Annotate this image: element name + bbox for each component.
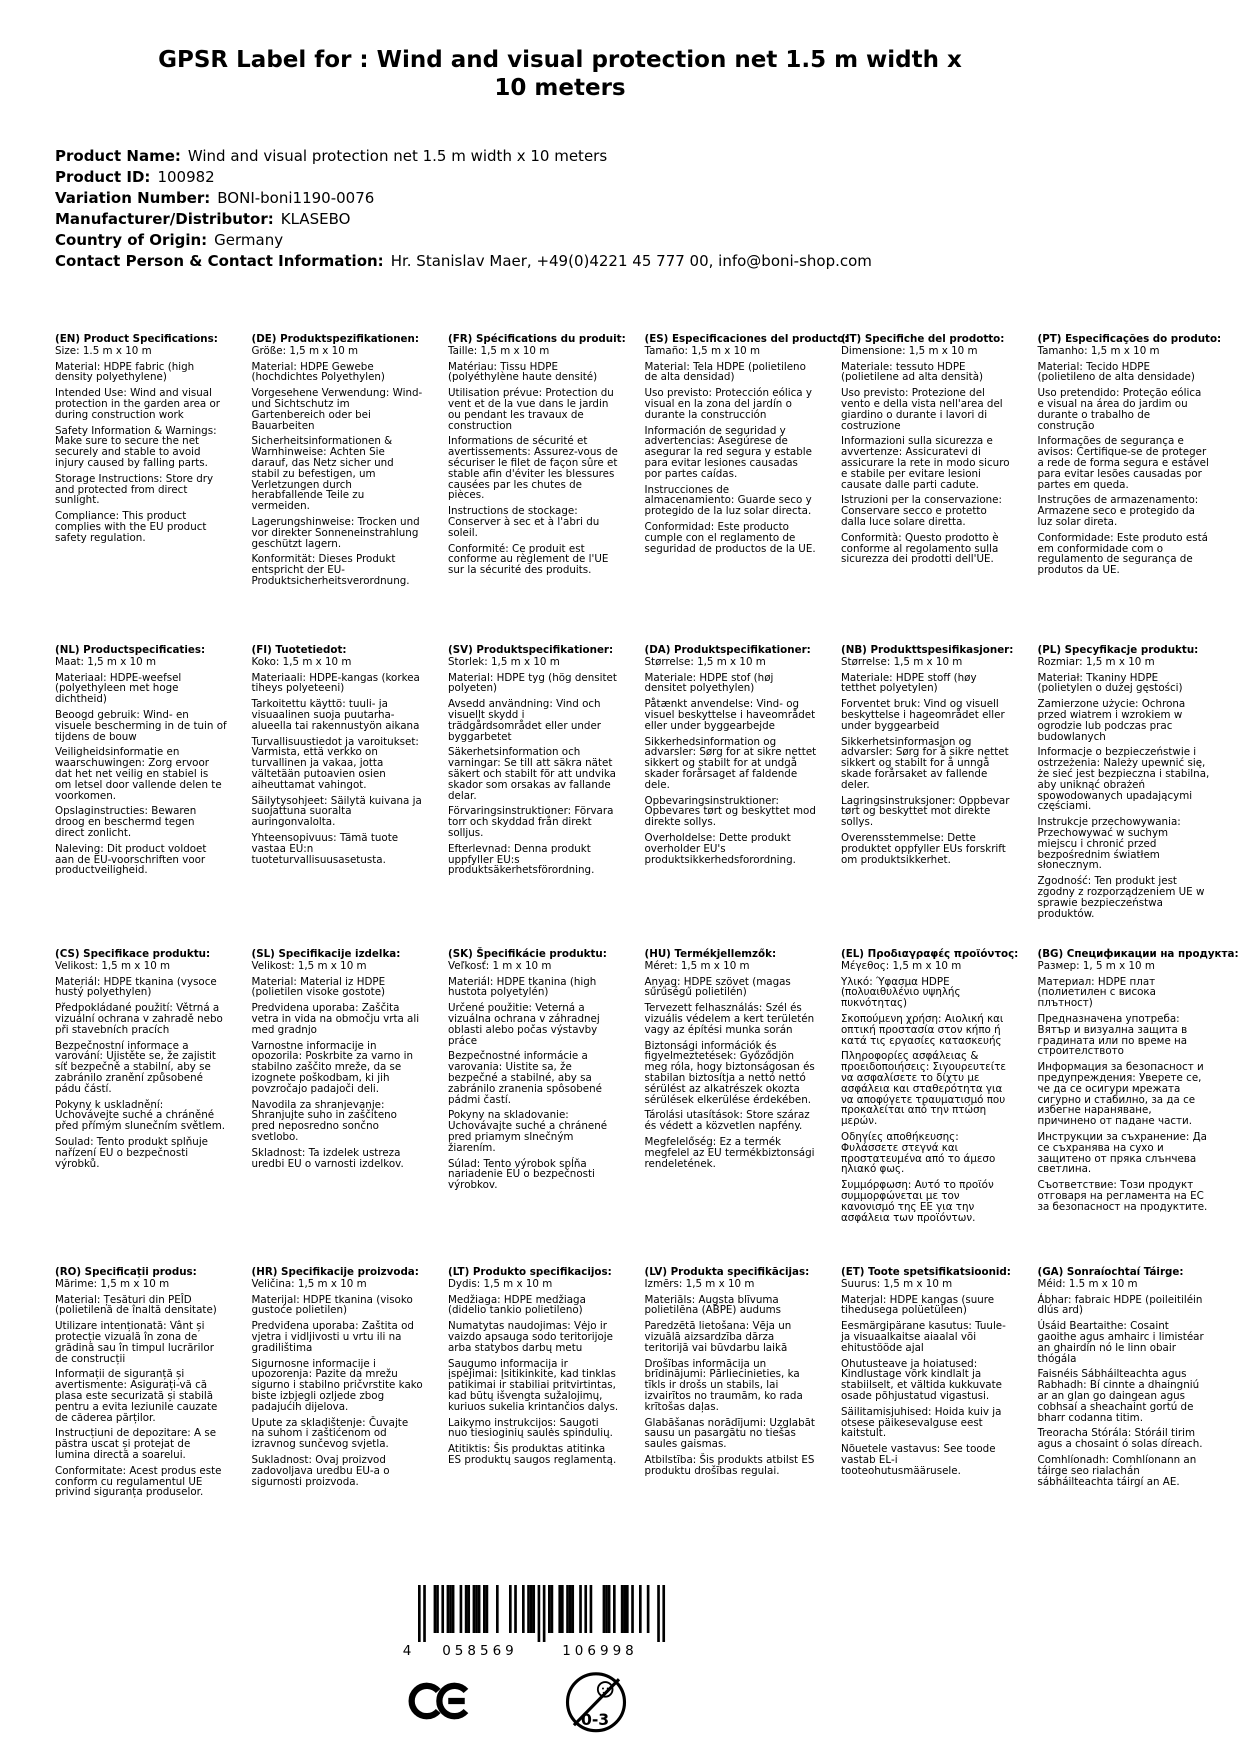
spec-block-body [645, 961, 817, 1170]
spec-block-title: (FR) Spécifications du produit: [448, 333, 626, 345]
spec-paragraph: Matériau: Tissu HDPE (polyéthylène haute densité) [448, 360, 598, 384]
spec-paragraph: Safety Information & Warnings: Make sure to secure the net securely and stable to avoid injury caused by falling parts. [55, 424, 217, 469]
spec-paragraph: Säilitamisjuhised: Hoida kuiv ja otsese päikesevalguse eest kaitstult. [841, 1405, 1002, 1440]
manufacturer-label: Manufacturer/Distributor: [55, 210, 274, 228]
spec-block-body [841, 961, 1013, 1224]
spec-block-title: (EL) Προδιαγραφές προϊόντος: [841, 948, 1019, 960]
spec-block-title: (HR) Specifikacije proizvoda: [251, 1266, 419, 1278]
spec-paragraph: Størrelse: 1,5 m x 10 m [841, 655, 963, 668]
spec-paragraph: Avsedd användning: Vind och visuellt skydd i trädgårdsområdet eller under byggarbetet [448, 698, 602, 743]
spec-paragraph: Påtænkt anvendelse: Vind- og visuel beskyttelse i haveområdet eller under byggearbejde [644, 698, 816, 732]
spec-paragraph: Varnostne informacije in opozorila: Poskrbite za varno in stabilno zaščito mreže, da se izognete poškodbam, ki jih povzročajo padajoči deli. [251, 1039, 414, 1095]
spec-paragraph: Materiale: HDPE stoff (høy tetthet polyetylen) [841, 671, 977, 695]
spec-paragraph: Πληροφορίες ασφάλειας & προειδοποιήσεις: Σιγουρευτείτε να ασφαλίσετε το δίχτυ με ασφάλεια και σταθερότητα για να αποφύγετε τραυματισμό που προκαλείται από την πτώση μερών. [841, 1050, 1006, 1128]
spec-block-et [841, 1267, 1013, 1477]
spec-paragraph: Nõuetele vastavus: See toode vastab EL-i tooteohutusmäärusele. [841, 1443, 996, 1477]
spec-paragraph: Predviđena uporaba: Zaštita od vjetra i vidljivosti u vrtu ili na gradilištima [251, 1320, 414, 1354]
spec-paragraph: Material: Tecido HDPE (polietileno de alta densidade) [1037, 360, 1195, 384]
spec-paragraph: Utilizare intenționată: Vânt și protecție vizuală în zona de grădină sau în timpul lucrărilor de construcții [55, 1320, 214, 1365]
spec-paragraph: Yhteensopivuus: Tämä tuote vastaa EU:n tuoteturvallisuusasetusta. [251, 831, 399, 866]
spec-paragraph: Información de seguridad y advertencias: Asegúrese de asegurar la red segura y estable para evitar lesiones causadas por partes caídas. [644, 424, 812, 480]
spec-block-title: (BG) Спецификации на продукта: [1037, 948, 1239, 960]
spec-paragraph: Biztonsági információk és figyelmeztetések: Győződjön meg róla, hogy biztonságosan és stabilan biztosítja a nettó nettó sérülést az alkatrészek okozta sérülések elkerülése érdekében. [644, 1039, 815, 1106]
spec-paragraph: Overholdelse: Dette produkt overholder EU's produktsikkerhedsforordning. [644, 831, 796, 866]
product-name-value: Wind and visual protection net 1.5 m width x 10 meters [187, 147, 608, 165]
barcode-number-right: 106998 [562, 1643, 638, 1659]
contact-label: Contact Person & Contact Information: [55, 252, 384, 270]
spec-block-ga [1038, 1267, 1210, 1487]
product-info [55, 146, 872, 272]
spec-paragraph: Sikkerhetsinformasjon og advarsler: Sørg for å sikre nettet sikkert og stabilt for å unngå skade forårsaket av fallende deler. [841, 735, 1009, 791]
spec-block-title: (NB) Produkttspesifikasjoner: [841, 644, 1014, 656]
spec-block-body [252, 657, 424, 866]
spec-paragraph: Размер: 1, 5 m x 10 m [1037, 959, 1155, 972]
product-info-row [55, 188, 872, 209]
spec-block-title: (SK) Špecifikácie produktu: [448, 948, 607, 960]
spec-paragraph: Υλικό: Ύφασμα HDPE (πολυαιθυλένιο υψηλής πυκνότητας) [841, 975, 961, 1010]
spec-paragraph: Overensstemmelse: Dette produktet oppfyller EUs forskrift om produktsikkerhet. [841, 831, 1006, 866]
variation-number-label: Variation Number: [55, 189, 211, 207]
country-of-origin-value: Germany [214, 231, 284, 249]
spec-paragraph: Veličina: 1,5 m x 10 m [251, 1277, 367, 1290]
spec-block-pt [1037, 333, 1222, 577]
spec-block-body [1038, 657, 1210, 920]
spec-block-body [252, 346, 424, 587]
product-info-row [55, 167, 872, 188]
spec-block-title: (PL) Specyfikacje produktu: [1037, 644, 1199, 656]
spec-paragraph: Materiale: HDPE stof (høj densitet polyethylen) [644, 671, 774, 695]
spec-block-body [645, 1279, 817, 1477]
spec-block-en [55, 334, 227, 544]
spec-paragraph: Taille: 1,5 m x 10 m [448, 344, 550, 357]
spec-paragraph: Förvaringsinstruktioner: Förvara torr och skyddad från direkt solljus. [448, 805, 614, 839]
spec-paragraph: Dydis: 1,5 m x 10 m [448, 1277, 553, 1290]
spec-paragraph: Skladnost: Ta izdelek ustreza uredbi EU o varnosti izdelkov. [251, 1146, 404, 1170]
spec-paragraph: Velikost: 1,5 m x 10 m [251, 959, 367, 972]
spec-paragraph: Lagringsinstruksjoner: Oppbevar tørt og beskyttet mot direkte sollys. [841, 794, 1010, 829]
spec-paragraph: Instrucțiuni de depozitare: A se păstra uscat și protejat de lumina directă a soarelui. [55, 1427, 217, 1461]
age-warning-label: 0-3 [580, 1711, 610, 1730]
spec-paragraph: Compliance: This product complies with the EU product safety regulation. [55, 510, 207, 544]
product-name-label: Product Name: [55, 147, 181, 165]
spec-paragraph: Treoracha Stórála: Stóráil tirim agus a chosaint ó solas díreach. [1037, 1427, 1203, 1451]
spec-block-sk [448, 949, 620, 1191]
spec-paragraph: Conformitate: Acest produs este conform cu regulamentul UE privind siguranța produselor. [55, 1464, 222, 1499]
spec-block-title: (FI) Tuotetiedot: [251, 644, 347, 656]
spec-paragraph: Material: Țesături din PEÎD (polietilenă de înaltă densitate) [55, 1293, 217, 1317]
spec-paragraph: Bezpečnostní informace a varování: Ujistěte se, že zajistit síť bezpečně a stabilní, aby se zabránilo zranění způsobené pádu částí. [55, 1039, 216, 1095]
age-warning-svg [562, 1666, 630, 1744]
spec-paragraph: Dimensione: 1,5 m x 10 m [841, 344, 978, 357]
spec-paragraph: Utilisation prévue: Protection du vent et de la vue dans le jardin ou pendant les travaux de construction [448, 387, 614, 432]
spec-paragraph: Informații de siguranță și avertismente: Asigurați-vă că plasa este securizată și stabilă pentru a evita leziunile cauzate de căderea părților. [55, 1368, 218, 1424]
spec-paragraph: Mărime: 1,5 m x 10 m [55, 1277, 170, 1290]
spec-paragraph: Pokyny na skladovanie: Uchovávajte suché a chránené pred priamym slnečným žiarením. [448, 1109, 608, 1154]
spec-paragraph: Opbevaringsinstruktioner: Opbevares tørt og beskyttet mod direkte sollys. [644, 794, 816, 829]
spec-paragraph: Efterlevnad: Denna produkt uppfyller EU:s produktsäkerhetsförordning. [448, 842, 595, 877]
spec-paragraph: Medžiaga: HDPE medžiaga (didelio tankio polietileno) [448, 1293, 586, 1317]
spec-paragraph: Sukladnost: Ovaj proizvod zadovoljava uredbu EU-a o sigurnosti proizvoda. [251, 1453, 390, 1488]
spec-block-title: (ET) Toote spetsifikatsioonid: [841, 1266, 1011, 1278]
product-info-row [55, 230, 872, 251]
spec-paragraph: Ábhar: fabraic HDPE (poileitiléin dlús ard) [1037, 1293, 1203, 1317]
product-info-row [55, 251, 872, 272]
barcode-number-left: 058569 [442, 1643, 518, 1659]
spec-paragraph: Atitiktis: Šis produktas atitinka ES produktų saugos reglamentą. [448, 1443, 617, 1466]
spec-paragraph: Suurus: 1,5 m x 10 m [841, 1277, 953, 1290]
contact-value: Hr. Stanislav Maer, +49(0)4221 45 777 00, info@boni-shop.com [390, 252, 872, 270]
spec-paragraph: Veiligheidsinformatie en waarschuwingen: Zorg ervoor dat het net veilig en stabiel is om letsel door vallende delen te voorkomen. [55, 746, 222, 802]
spec-paragraph: Материал: HDPE плат (полиетилен с висока плътност) [1037, 975, 1156, 1010]
spec-paragraph: Säilytysohjeet: Säilytä kuivana ja suojattuna suoralta auringonvalolta. [251, 794, 422, 829]
spec-paragraph: Storlek: 1,5 m x 10 m [448, 655, 560, 668]
spec-block-sv [448, 645, 620, 876]
spec-paragraph: Materijal: HDPE tkanina (visoko gustoće polietilen) [251, 1293, 413, 1317]
spec-paragraph: Предназначена употреба: Вятър и визуална защита в градината или по време на строителството [1037, 1012, 1188, 1058]
spec-block-body [252, 1279, 424, 1488]
spec-paragraph: Material: Material iz HDPE (polietilen visoke gostote) [251, 975, 386, 999]
spec-block-body [448, 346, 620, 576]
spec-paragraph: Comhlíonadh: Comhlíonann an táirge seo rialachán sábháilteachta táirgí an AE. [1037, 1453, 1197, 1488]
spec-paragraph: Bezpečnostné informácie a varovania: Uistite sa, že bezpečné a stabilné, aby sa zabránilo zranenia spôsobené pádmi častí. [448, 1050, 602, 1106]
spec-paragraph: Předpokládané použití: Větrná a vizuální ochrana v zahradě nebo při stavebních pracích [55, 1002, 223, 1036]
spec-block-body [448, 961, 620, 1191]
spec-block-el [841, 948, 1019, 1224]
spec-paragraph: Vorgesehene Verwendung: Wind- und Sichtschutz im Gartenbereich oder bei Bauarbeiten [251, 387, 423, 432]
spec-paragraph: Eesmärgipärane kasutus: Tuule- ja visuaalkaitse aiaalal või ehitustööde ajal [841, 1320, 1006, 1354]
spec-paragraph: Zamierzone użycie: Ochrona przed wiatrem i wzrokiem w ogrodzie lub podczas prac budowlanych [1037, 698, 1186, 743]
spec-block-title: (SV) Produktspecifikationer: [448, 644, 614, 656]
ce-mark-svg [406, 1674, 472, 1728]
spec-paragraph: Faisnéis Sábháilteachta agus Rabhadh: Bí cinnte a dhaingniú ar an glan go daingean agus cobhsaí a sheachaint gortú de bharr codanna titim. [1037, 1368, 1200, 1424]
spec-paragraph: Informações de segurança e avisos: Certifique-se de proteger a rede de forma segura e estável para evitar lesões causadas por partes em queda. [1037, 435, 1209, 491]
spec-paragraph: Conformité: Ce produit est conforme au règlement de l'UE sur la sécurité des produits. [448, 542, 609, 577]
spec-paragraph: Tarkoitettu käyttö: tuuli- ja visuaalinen suoja puutarha-alueella tai rakennustyön aikana [251, 698, 420, 732]
spec-paragraph: Μέγεθος: 1,5 m x 10 m [841, 959, 962, 972]
spec-block-es [644, 333, 849, 555]
spec-paragraph: Materiał: Tkaniny HDPE (polietylen o dużej gęstości) [1037, 671, 1183, 695]
spec-block-title: (LV) Produkta specifikācijas: [644, 1266, 810, 1278]
spec-block-title: (HU) Termékjellemzők: [644, 948, 777, 960]
spec-block-body [1038, 1279, 1210, 1488]
spec-paragraph: Paredzētā lietošana: Vēja un vizuālā aizsardzība dārza teritorijā vai būvdarbu laikā [644, 1320, 792, 1354]
spec-paragraph: Rozmiar: 1,5 m x 10 m [1037, 655, 1155, 668]
spec-paragraph: Material: HDPE Gewebe (hochdichtes Polyethylen) [251, 360, 385, 384]
spec-paragraph: Instrucciones de almacenamiento: Guarde seco y protegido de la luz solar directa. [644, 483, 812, 518]
spec-block-hu [645, 949, 817, 1169]
spec-block-da [645, 645, 817, 865]
spec-paragraph: Izmērs: 1,5 m x 10 m [644, 1277, 755, 1290]
spec-paragraph: Sigurnosne informacije i upozorenja: Pazite da mrežu sigurno i stabilno pričvrstite kako biste izbjegli ozljede zbog padajućih dijelova. [251, 1357, 423, 1413]
spec-block-nl [55, 645, 227, 876]
ce-mark-icon [406, 1674, 472, 1728]
spec-paragraph: Veľkosť: 1 m x 10 m [448, 959, 552, 972]
spec-block-fr [448, 333, 626, 577]
spec-paragraph: Soulad: Tento produkt splňuje nařízení EU o bezpečnosti výrobků. [55, 1135, 209, 1170]
spec-paragraph: Pokyny k uskladnění: Uchovávejte suché a chráněné před přímým slunečním světlem. [55, 1098, 226, 1133]
spec-paragraph: Materiāls: Augsta blīvuma polietilēna (ABPE) audums [644, 1293, 782, 1317]
barcode-bars [418, 1585, 665, 1642]
spec-paragraph: Navodila za shranjevanje: Shranjujte suho in zaščiteno pred neposredno sončno svetlobo. [251, 1098, 397, 1143]
manufacturer-value: KLASEBO [280, 210, 351, 228]
spec-block-body [55, 346, 227, 544]
spec-block-title: (ES) Especificaciones del producto: [644, 333, 849, 345]
spec-paragraph: Instructions de stockage: Conserver à sec et à l'abri du soleil. [448, 505, 600, 539]
spec-block-lv [645, 1267, 817, 1477]
spec-paragraph: Informations de sécurité et avertissements: Assurez-vous de sécuriser le filet de façon sûre et stable afin d'éviter les blessures causées par les chutes de pièces. [448, 435, 618, 502]
spec-block-nb [841, 645, 1013, 865]
spec-paragraph: Konformität: Dieses Produkt entspricht der EU-Produktsicherheitsverordnung. [251, 553, 410, 587]
spec-block-body [448, 1279, 620, 1466]
spec-paragraph: Beoogd gebruik: Wind- en visuele bescherming in de tuin of tijdens de bouw [55, 708, 227, 743]
product-info-row [55, 146, 872, 167]
spec-block-title: (LT) Produkto specifikacijos: [448, 1266, 612, 1278]
spec-paragraph: Größe: 1,5 m x 10 m [251, 344, 359, 357]
spec-paragraph: Conformità: Questo prodotto è conforme al regolamento sulla sicurezza dei prodotti dell'UE. [841, 531, 999, 566]
spec-paragraph: Upute za skladištenje: Čuvajte na suhom i zaštićenom od izravnog sunčevog svjetla. [251, 1416, 409, 1451]
spec-paragraph: Σκοπούμενη χρήση: Αιολική και οπτική προστασία στον κήπο ή κατά τις εργασίες κατασκευής [841, 1012, 1004, 1047]
spec-block-body [1038, 961, 1210, 1213]
spec-paragraph: Atbilstība: Šis produkts atbilst ES produktu drošības regulai. [644, 1453, 815, 1477]
spec-paragraph: Ohutusteave ja hoiatused: Kindlustage võrk kindlalt ja stabiilselt, et vältida kukkuvate osade põhjustatud vigastusi. [841, 1357, 1002, 1402]
spec-paragraph: Съответствие: Този продукт отговаря на регламента на ЕС за безопасност на продуктите. [1037, 1179, 1208, 1213]
spec-paragraph: Laikymo instrukcijos: Saugoti nuo tiesioginių saulės spindulių. [448, 1416, 613, 1440]
spec-paragraph: Uso previsto: Protección eólica y visual en la zona del jardín o durante la construcción [644, 387, 812, 421]
variation-number-value: BONI-boni1190-0076 [217, 189, 375, 207]
spec-paragraph: Velikost: 1,5 m x 10 m [55, 959, 171, 972]
spec-block-title: (NL) Productspecificaties: [55, 644, 206, 656]
spec-paragraph: Informacje o bezpieczeństwie i ostrzeżenia: Należy upewnić się, że sieć jest bezpieczna i stabilna, aby uniknąć obrażeń spowodowanych upadającymi częściami. [1037, 746, 1210, 813]
product-id-label: Product ID: [55, 168, 151, 186]
spec-paragraph: Conformidad: Este producto cumple con el reglamento de seguridad de productos de la UE. [644, 520, 816, 555]
spec-paragraph: Turvallisuustiedot ja varoitukset: Varmista, että verkko on turvallinen ja vakaa, jotta vältetään putoavien osien aiheuttamat vahingot. [251, 735, 419, 791]
spec-paragraph: Maat: 1,5 m x 10 m [55, 655, 157, 668]
spec-block-ro [55, 1267, 227, 1498]
spec-paragraph: Sicherheitsinformationen & Warnhinweise: Achten Sie darauf, das Netz sicher und stabil zu befestigen, um Verletzungen durch herabfallende Teile zu vermeiden. [251, 435, 394, 513]
spec-paragraph: Forventet bruk: Vind og visuell beskyttelse i hageområdet eller under byggearbeid [841, 698, 1005, 732]
spec-paragraph: Størrelse: 1,5 m x 10 m [644, 655, 766, 668]
spec-block-bg [1037, 948, 1239, 1213]
ean-barcode-svg [400, 1585, 668, 1659]
spec-paragraph: Naleving: Dit product voldoet aan de EU-voorschriften voor productveiligheid. [55, 842, 207, 877]
spec-block-cs [55, 949, 227, 1169]
spec-paragraph: Určené použitie: Veterná a vizuálna ochrana v záhradnej oblasti alebo počas výstavby práce [448, 1002, 600, 1047]
spec-paragraph: Saugumo informacija ir įspėjimai: Įsitikinkite, kad tinklas patikimai ir stabiliai pritvirtintas, kad būtų išvengta sužalojimų, kuriuos sukelia krintančios dalys. [448, 1357, 619, 1413]
spec-block-body [55, 961, 227, 1170]
spec-block-sl [252, 949, 424, 1169]
spec-paragraph: Instrukcje przechowywania: Przechowywać w suchym miejscu i chronić przed bezpośrednim światłem słonecznym. [1037, 816, 1181, 872]
spec-block-body [841, 1279, 1013, 1477]
spec-paragraph: Méid: 1.5 m x 10 m [1037, 1277, 1138, 1290]
spec-paragraph: Lagerungshinweise: Trocken und vor direkter Sonneneinstrahlung geschützt lagern. [251, 515, 420, 550]
spec-paragraph: Tárolási utasítások: Store száraz és védett a közvetlen napfény. [644, 1109, 810, 1133]
spec-paragraph: Tervezett felhasználás: Szél és vizuális védelem a kert területén vagy az építési munka során [644, 1002, 815, 1036]
spec-paragraph: Material: HDPE tyg (hög densitet polyeten) [448, 671, 617, 695]
spec-paragraph: Uso pretendido: Proteção eólica e visual na área do jardim ou durante o trabalho de construção [1037, 387, 1202, 432]
spec-block-title: (IT) Specifiche del prodotto: [841, 333, 1005, 345]
spec-block-title: (RO) Specificații produs: [55, 1266, 197, 1278]
spec-paragraph: Οδηγίες αποθήκευσης: Φυλάσσετε στεγνά και προστατευμένα από το άμεσο ηλιακό φως. [841, 1130, 996, 1176]
barcode-number-system: 4 [402, 1643, 412, 1659]
spec-paragraph: Intended Use: Wind and visual protection in the garden area or during construction work [55, 387, 221, 421]
spec-paragraph: Material: Tela HDPE (polietileno de alta densidad) [644, 360, 806, 384]
spec-block-title: (DE) Produktspezifikationen: [251, 333, 419, 345]
spec-paragraph: Materiál: HDPE tkanina (vysoce hustý polyethylen) [55, 975, 217, 999]
spec-paragraph: Tamaño: 1,5 m x 10 m [644, 344, 761, 357]
spec-block-it [841, 334, 1013, 565]
spec-block-body [55, 657, 227, 876]
spec-paragraph: Tamanho: 1,5 m x 10 m [1037, 344, 1160, 357]
age-warning-icon [562, 1666, 630, 1744]
spec-block-de [252, 334, 424, 587]
specs-grid [55, 333, 1239, 1499]
spec-paragraph: Materiaali: HDPE-kangas (korkea tiheys polyeteeni) [251, 671, 420, 695]
spec-block-title: (GA) Sonraíochtaí Táirge: [1037, 1266, 1184, 1278]
spec-paragraph: Numatytas naudojimas: Vėjo ir vaizdo apsauga sodo teritorijoje arba statybos darbų metu [448, 1320, 613, 1354]
spec-paragraph: Materiál: HDPE tkanina (high hustota polyetylén) [448, 975, 597, 999]
spec-block-body [645, 657, 817, 866]
spec-paragraph: Uso previsto: Protezione del vento e della vista nell'area del giardino o durante i lavori di costruzione [841, 387, 1003, 432]
spec-paragraph: Opslaginstructies: Bewaren droog en beschermd tegen direct zonlicht. [55, 805, 197, 839]
spec-block-title: (DA) Produktspecifikationer: [644, 644, 811, 656]
spec-block-lt [448, 1267, 620, 1466]
spec-paragraph: Instruções de armazenamento: Armazene seco e protegido da luz solar direta. [1037, 494, 1199, 528]
spec-paragraph: Materiaal: HDPE-weefsel (polyethyleen met hoge dichtheid) [55, 671, 182, 706]
spec-paragraph: Conformidade: Este produto está em conformidade com o regulamento de segurança de produtos da UE. [1037, 531, 1208, 577]
spec-paragraph: Zgodność: Ten produkt jest zgodny z rozporządzeniem UE w sprawie bezpieczeństwa produktów. [1037, 875, 1205, 920]
spec-paragraph: Material: HDPE fabric (high density polyethylene) [55, 360, 195, 384]
spec-block-body [645, 346, 817, 555]
spec-paragraph: Storage Instructions: Store dry and protected from direct sunlight. [55, 472, 214, 507]
spec-paragraph: Megfelelőség: Ez a termék megfelel az EU termékbiztonsági rendeletének. [644, 1135, 815, 1170]
spec-block-pl [1038, 645, 1210, 919]
page-title: GPSR Label for : Wind and visual protection net 1.5 m width x 10 meters [158, 47, 962, 101]
spec-block-title: (SL) Specifikacije izdelka: [251, 948, 401, 960]
country-of-origin-label: Country of Origin: [55, 231, 208, 249]
spec-paragraph: Size: 1.5 m x 10 m [55, 344, 152, 357]
spec-block-body [55, 1279, 227, 1498]
spec-paragraph: Glabāšanas norādījumi: Uzglabāt sausu un pasargātu no tiešas saules gaismas. [644, 1416, 815, 1451]
product-id-value: 100982 [157, 168, 215, 186]
spec-paragraph: Materjal: HDPE kangas (suure tihedusega polüetüleen) [841, 1293, 995, 1317]
spec-paragraph: Sikkerhedsinformation og advarsler: Sørg for at sikre nettet sikkert og stabilt for at undgå skader forårsaget af faldende dele. [644, 735, 817, 791]
spec-paragraph: Méret: 1,5 m x 10 m [644, 959, 750, 972]
spec-paragraph: Istruzioni per la conservazione: Conservare secco e protetto dalla luce solare diretta. [841, 494, 1002, 528]
spec-block-body [252, 961, 424, 1170]
spec-block-body [1038, 346, 1210, 576]
spec-paragraph: Инструкции за съхранение: Да се съхранява на сухо и защитено от пряка слънчева светлина. [1037, 1130, 1207, 1176]
spec-block-body [448, 657, 620, 876]
spec-paragraph: Súlad: Tento výrobok spĺňa nariadenie EÚ o bezpečnosti výrobkov. [448, 1157, 595, 1192]
product-info-row [55, 209, 872, 230]
spec-block-body [841, 346, 1013, 565]
spec-block-fi [252, 645, 424, 865]
spec-paragraph: Informazioni sulla sicurezza e avvertenze: Assicuratevi di assicurare la rete in modo sicuro e stabile per evitare lesioni causate dalle parti cadute. [841, 435, 1010, 491]
spec-paragraph: Koko: 1,5 m x 10 m [251, 655, 352, 668]
spec-paragraph: Информация за безопасност и предупреждения: Уверете се, че да се осигури мрежата сигурно и стабилно, за да се избегне нараняване, причинено от падане части. [1037, 1061, 1204, 1128]
spec-paragraph: Συμμόρφωση: Αυτό το προϊόν συμμορφώνεται με τον κανονισμό της ΕΕ για την ασφάλεια των προϊόντων. [841, 1179, 994, 1224]
spec-paragraph: Úsáid Beartaithe: Cosaint gaoithe agus amhairc i limistéar an ghairdín nó le linn obair thógála [1037, 1320, 1204, 1365]
spec-paragraph: Drošības informācija un brīdinājumi: Pārliecinieties, ka tīkls ir drošs un stabils, lai izvairītos no traumām, ko rada krītošas daļas. [644, 1357, 803, 1413]
spec-block-title: (CS) Specifikace produktu: [55, 948, 211, 960]
ean-barcode [400, 1585, 668, 1659]
spec-paragraph: Materiale: tessuto HDPE (polietilene ad alta densità) [841, 360, 984, 384]
spec-block-title: (EN) Product Specifications: [55, 333, 218, 345]
spec-paragraph: Anyag: HDPE szövet (magas sűrűségű polietilén) [644, 975, 791, 999]
spec-paragraph: Predvidena uporaba: Zaščita vetra in vida na območju vrta ali med gradnjo [251, 1002, 420, 1036]
spec-block-body [841, 657, 1013, 866]
spec-block-hr [252, 1267, 424, 1487]
spec-paragraph: Säkerhetsinformation och varningar: Se till att säkra nätet säkert och stabilt för att undvika skador som orsakas av fallande delar. [448, 746, 616, 802]
spec-block-title: (PT) Especificações do produto: [1037, 333, 1222, 345]
